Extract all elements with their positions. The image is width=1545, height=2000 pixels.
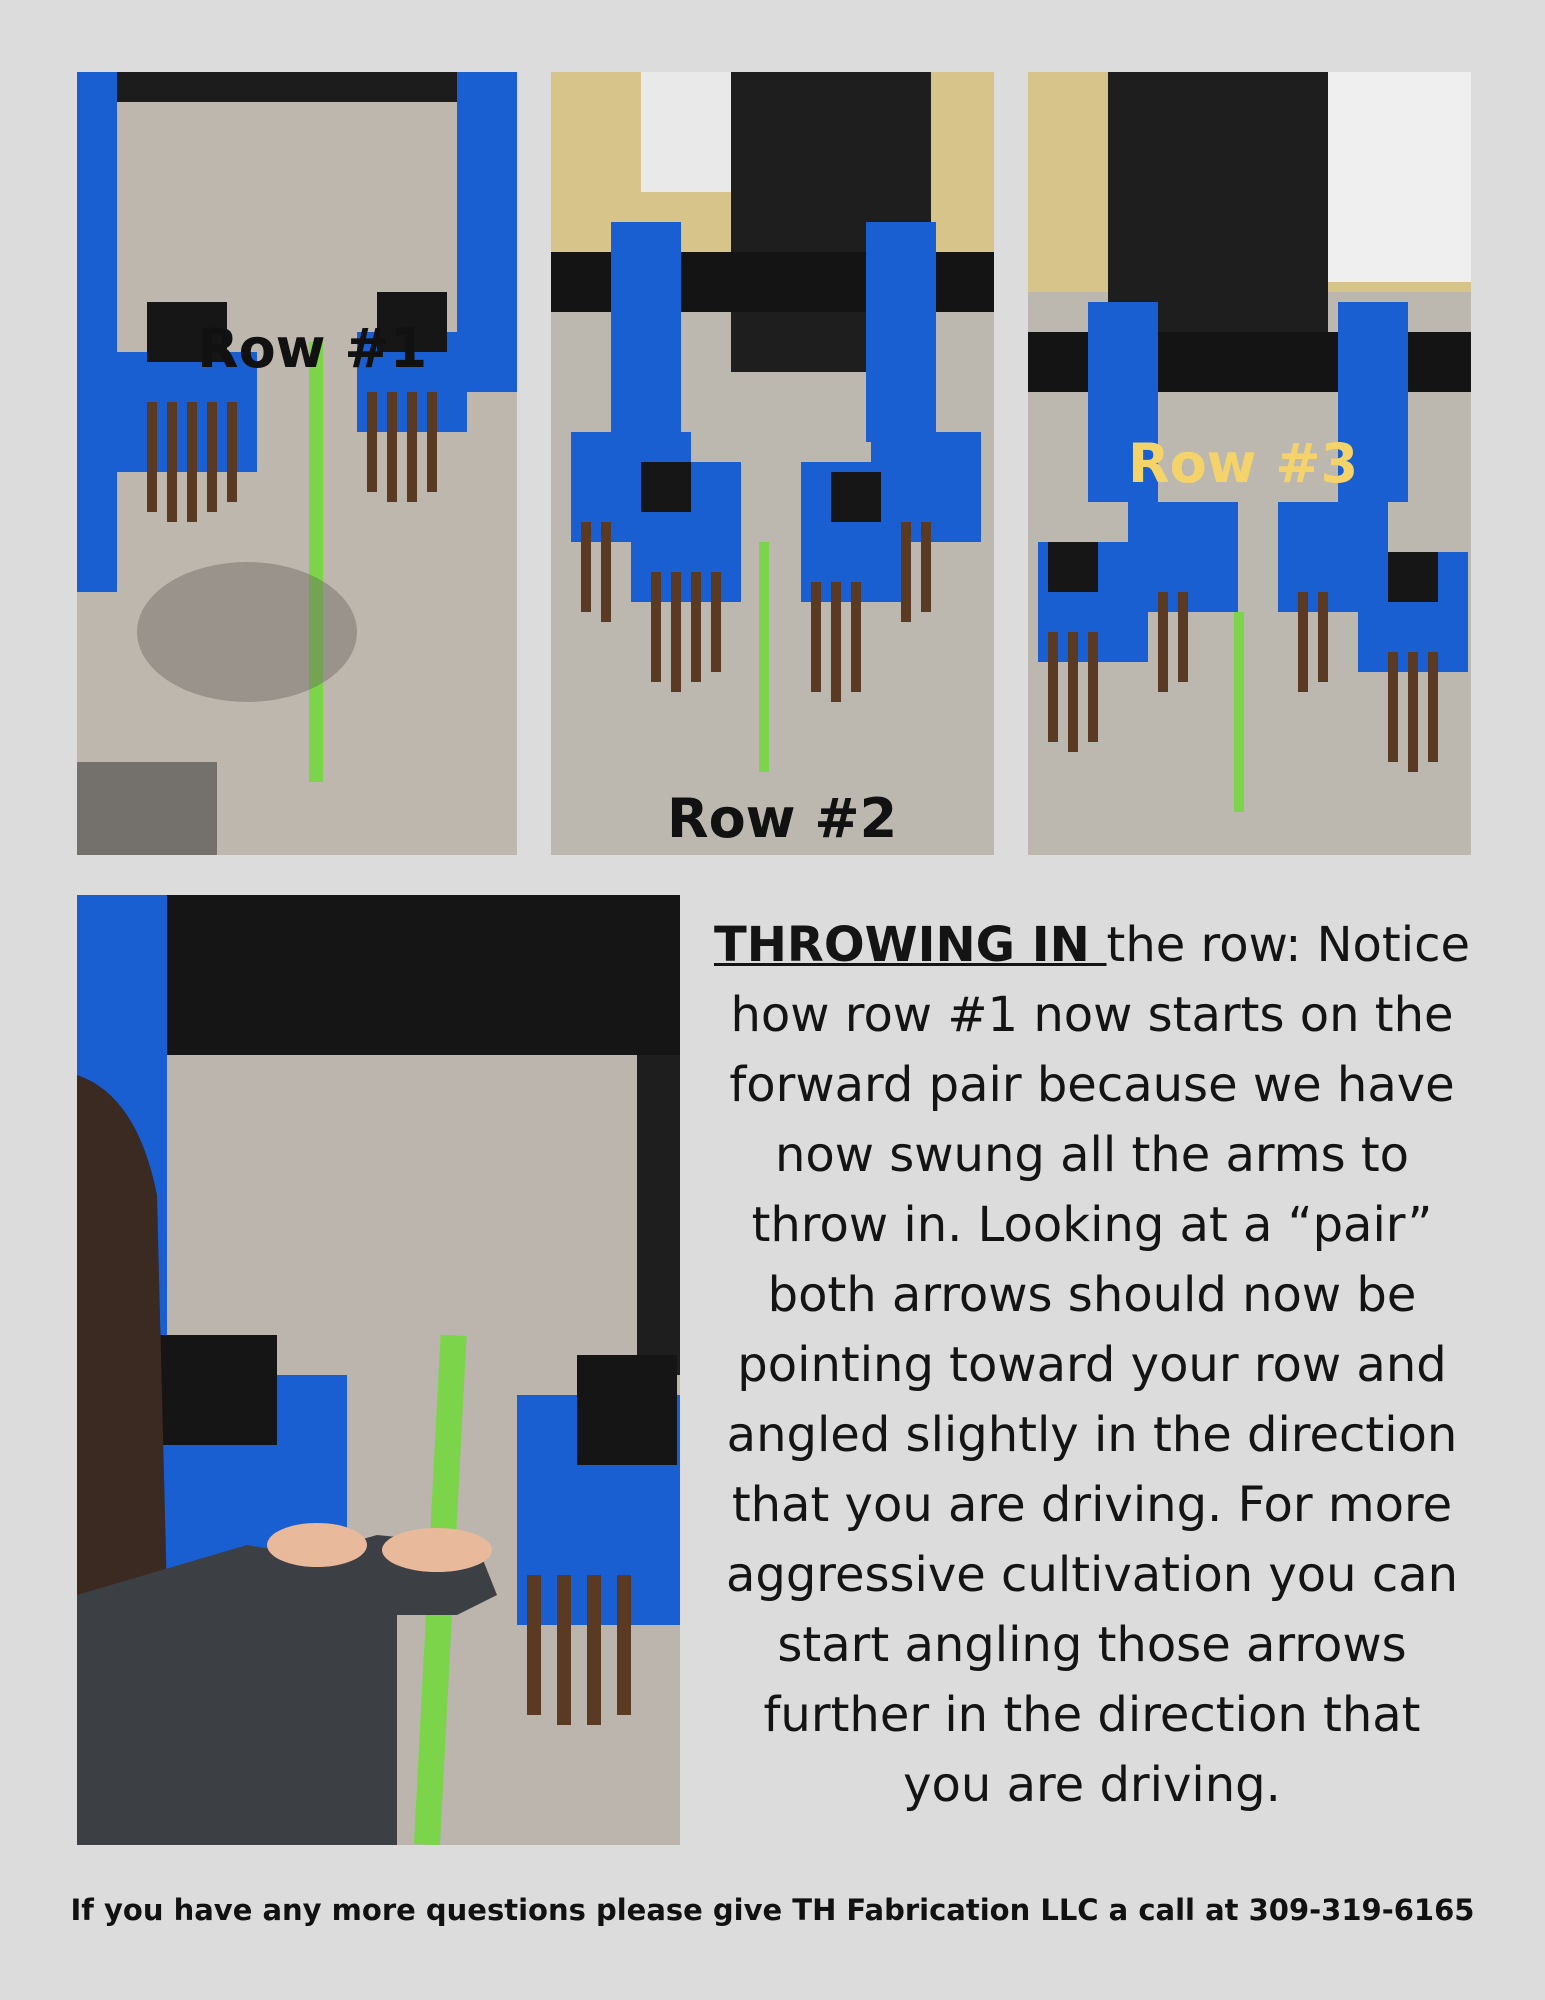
instruction-body: the row: Notice how row #1 now starts on the forward pair because we have now swung all the arms to throw in. Looking at a “pair” both arrows should now be pointing toward your row and angled slightly in the direction that you are driving. For more aggressive cultivation you can start angling those arrows further in the direction that you are driving.	[725, 917, 1470, 1813]
instruction-text	[712, 910, 1472, 1820]
row-label: Row #1	[197, 317, 428, 380]
photo-row-3	[1028, 72, 1471, 855]
photo-hands-demo	[77, 895, 680, 1845]
hands-demonstration-photo-icon	[77, 895, 680, 1845]
cultivator-photo-icon	[551, 72, 994, 855]
contact-footer: If you have any more questions please give TH Fabrication LLC a call at 309-319-6165	[70, 1893, 1475, 1927]
row-label: Row #3	[1128, 432, 1359, 495]
instruction-lead: THROWING IN	[713, 917, 1107, 973]
row-label: Row #2	[667, 787, 898, 850]
photo-row-1	[77, 72, 517, 855]
photo-row-2	[551, 72, 994, 855]
cultivator-photo-icon	[77, 72, 517, 855]
